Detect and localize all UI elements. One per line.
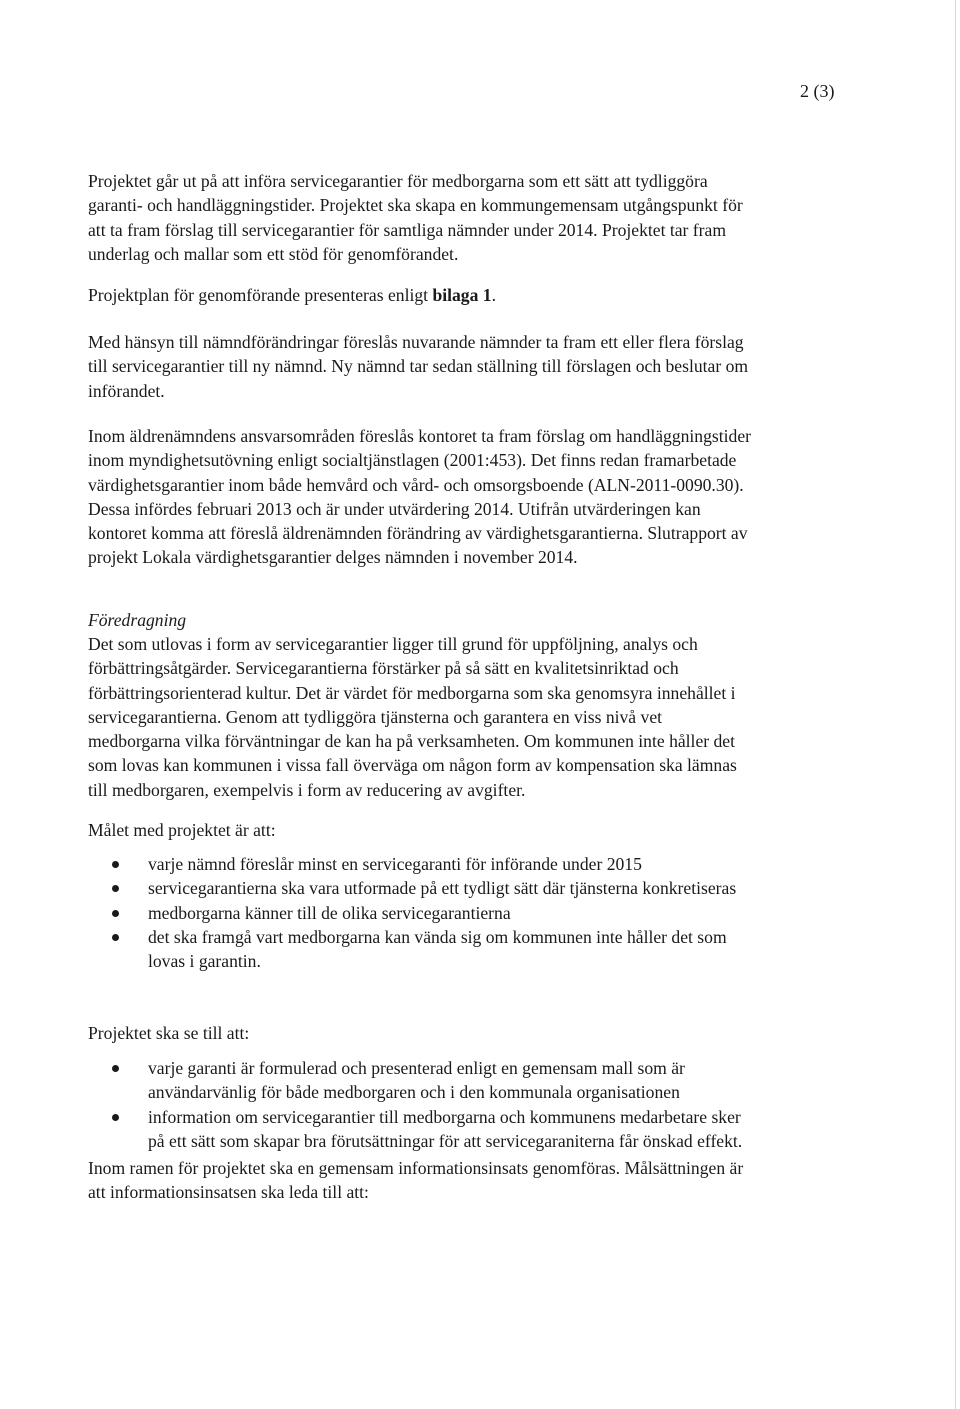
intro-paragraph bbox=[88, 169, 848, 266]
text-line: Projektet går ut på att införa servicegarantier för medborgarna som ett sätt att tydliggöra bbox=[88, 171, 708, 191]
list-item-text: medborgarna känner till de olika servicegarantierna bbox=[148, 902, 511, 923]
projektet-ska-list bbox=[148, 1056, 848, 1153]
text-line: kontoret komma att föreslå äldrenämnden förändring av värdighetsgarantierna. Slutrapport av bbox=[88, 523, 748, 544]
projektplan-end: . bbox=[491, 285, 496, 305]
scan-edge-line bbox=[955, 0, 956, 1409]
projektet-ska-intro bbox=[88, 1021, 848, 1045]
bullet-icon bbox=[112, 1065, 119, 1072]
hansyn-paragraph bbox=[88, 330, 848, 403]
list-item bbox=[148, 852, 848, 876]
text-line: underlag och mallar som ett stöd för genomförandet. bbox=[88, 243, 459, 264]
text-line bbox=[88, 283, 848, 307]
text-line: projekt Lokala värdighetsgarantier delges nämnden i november 2014. bbox=[88, 547, 578, 568]
list-item-text: varje nämnd föreslår minst en servicegaranti för införande under 2015 bbox=[148, 854, 642, 874]
text-line: Inom ramen för projektet ska en gemensam informationsinsats genomföras. Målsättningen är bbox=[88, 1158, 744, 1178]
list-item-text: på ett sätt som skapar bra förutsättningar för att servicegaraniterna får önskad effekt. bbox=[148, 1130, 743, 1151]
bullet-icon bbox=[112, 861, 119, 868]
text-line: Det som utlovas i form av servicegarantier ligger till grund för uppföljning, analys och bbox=[88, 634, 698, 654]
list-item bbox=[148, 1056, 848, 1105]
malet-list bbox=[148, 852, 848, 973]
list-item bbox=[148, 1105, 848, 1154]
list-item-text: det ska framgå vart medborgarna kan vända sig om kommunen inte håller det som bbox=[148, 926, 727, 947]
text-line: att informationsinsatsen ska leda till att: bbox=[88, 1182, 369, 1203]
list-item bbox=[148, 901, 848, 925]
bilaga-reference: bilaga 1 bbox=[432, 285, 492, 305]
text-line: garanti- och handläggningstider. Projektet ska skapa en kommungemensam utgångspunkt för bbox=[88, 195, 743, 216]
text-line: Inom äldrenämndens ansvarsområden föreslås kontoret ta fram förslag om handläggningstider bbox=[88, 426, 751, 446]
page-number: 2 (3) bbox=[800, 81, 835, 101]
list-item bbox=[148, 925, 848, 974]
list-item-text: servicegarantierna ska vara utformade på ett tydligt sätt där tjänsterna konkretiseras bbox=[148, 878, 737, 899]
informationsinsats-paragraph bbox=[88, 1156, 848, 1205]
text-line: servicegarantierna. Genom att tydliggöra tjänsterna och garantera en viss nivå vet bbox=[88, 706, 663, 727]
text-line: till servicegarantier till ny nämnd. Ny nämnd tar sedan ställning till förslagen och beslutar om bbox=[88, 356, 749, 377]
projektplan-text: Projektplan för genomförande presenteras enligt bbox=[88, 285, 433, 305]
text-line: att ta fram förslag till servicegarantier för samtliga nämnder under 2014. Projektet tar fram bbox=[88, 219, 727, 240]
bullet-icon bbox=[112, 885, 119, 892]
text-line: som lovas kan kommunen i vissa fall överväga om någon form av kompensation ska lämnas bbox=[88, 755, 737, 776]
text-line: Dessa infördes februari 2013 och är under utvärdering 2014. Utifrån utvärderingen kan bbox=[88, 498, 701, 519]
aldrenamnd-paragraph bbox=[88, 424, 848, 570]
bullet-icon bbox=[112, 910, 119, 917]
bullet-icon bbox=[112, 934, 119, 941]
foredragning-paragraph bbox=[88, 632, 848, 802]
bullet-icon bbox=[112, 1114, 119, 1121]
text-line: värdighetsgarantier inom både hemvård och vård- och omsorgsboende (ALN-2011-0090.30). bbox=[88, 474, 744, 495]
malet-intro bbox=[88, 818, 848, 842]
list-item bbox=[148, 876, 848, 900]
text-line: införandet. bbox=[88, 380, 165, 401]
text-line: förbättringsorienterad kultur. Det är värdet för medborgarna som ska genomsyra innehållet i bbox=[88, 682, 736, 703]
list-item-text: användarvänlig för både medborgaren och i den kommunala organisationen bbox=[148, 1082, 680, 1103]
section-heading-foredragning: Föredragning bbox=[88, 610, 187, 630]
list-item-text: varje garanti är formulerad och presenterad enligt en gemensam mall som är bbox=[148, 1058, 685, 1078]
list-item-text: lovas i garantin. bbox=[148, 951, 261, 972]
text-line: Projektet ska se till att: bbox=[88, 1023, 250, 1043]
text-line: medborgarna vilka förväntningar de kan ha på verksamheten. Om kommunen inte håller det bbox=[88, 731, 736, 752]
projektplan-paragraph bbox=[88, 283, 848, 307]
text-line: Med hänsyn till nämndförändringar föreslås nuvarande nämnder ta fram ett eller flera förslag bbox=[88, 332, 744, 352]
text-line: inom myndighetsutövning enligt socialtjänstlagen (2001:453). Det finns redan framarbetade bbox=[88, 450, 737, 471]
text-line: Målet med projektet är att: bbox=[88, 820, 276, 840]
text-line: förbättringsåtgärder. Servicegarantierna förstärker på så sätt en kvalitetsinriktad och bbox=[88, 658, 679, 679]
list-item-text: information om servicegarantier till medborgarna och kommunens medarbetare sker bbox=[148, 1106, 741, 1127]
text-line: till medborgaren, exempelvis i form av reducering av avgifter. bbox=[88, 779, 526, 800]
